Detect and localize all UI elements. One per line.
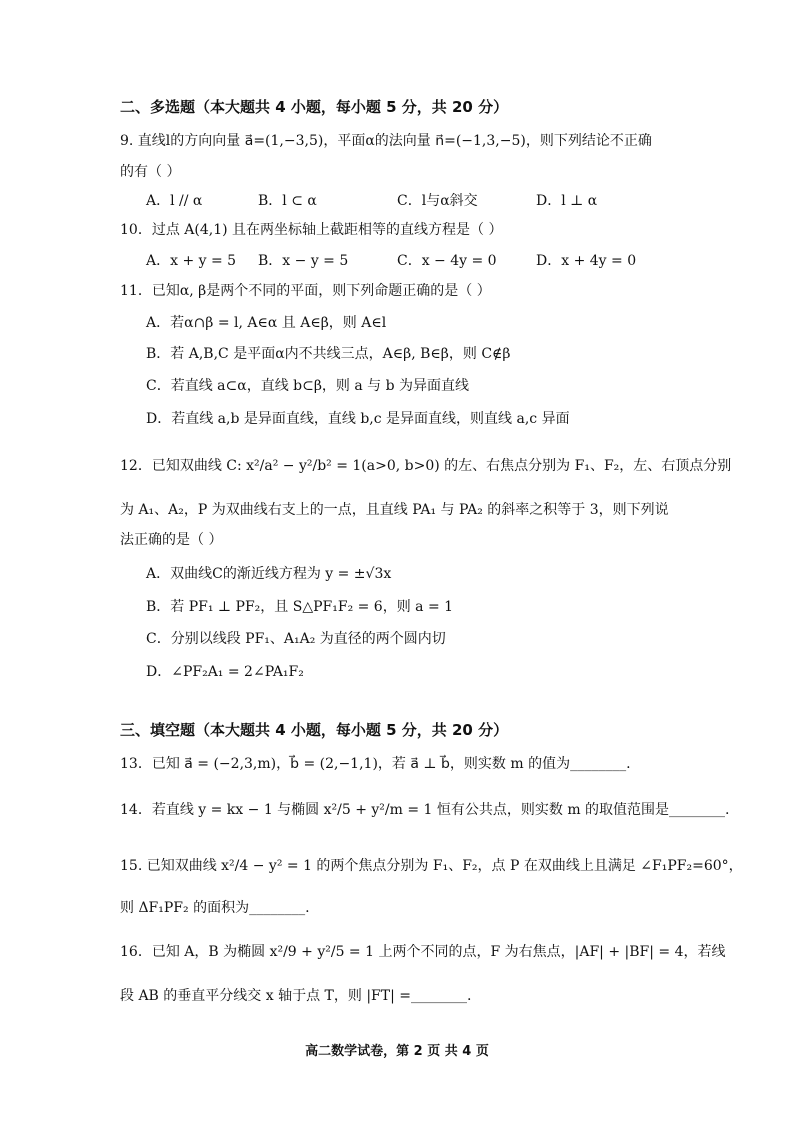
question-15-line-2: 则 ΔF₁PF₂ 的面积为________. [120,900,310,916]
question-9-line-2: 的有（ ） [120,164,181,180]
question-12-line-2: 为 A₁、A₂，P 为双曲线右支上的一点，且直线 PA₁ 与 PA₂ 的斜率之积等于 3，则下列说 [120,502,669,518]
question-16-line-2: 段 AB 的垂直平分线交 x 轴于点 T，则 |FT| =________. [120,988,472,1004]
question-11-option-b: B．若 A,B,C 是平面α内不共线三点，A∈β, B∈β，则 C∉β [146,346,511,362]
question-10-stem: 10．过点 A(4,1) 且在两坐标轴上截距相等的直线方程是（ ） [120,222,503,238]
page-footer: 高二数学试卷，第 2 页 共 4 页 [305,1044,489,1059]
question-12-option-d: D．∠PF₂A₁ = 2∠PA₁F₂ [146,664,304,680]
section-3-title: 三、填空题（本大题共 4 小题，每小题 5 分，共 20 分） [120,721,509,739]
question-10-option-b: B．x − y = 5 [258,253,349,269]
question-10-option-c: C．x − 4y = 0 [397,253,497,269]
question-9-option-d: D．l ⊥ α [536,193,598,209]
question-9-line-1: 9. 直线l的方向向量 a⃗=(1,−3,5)，平面α的法向量 n⃗=(−1,3,−5)，则下列结论不正确 [120,133,652,149]
question-9-option-b: B．l ⊂ α [258,193,317,209]
question-10-option-d: D．x + 4y = 0 [536,253,637,269]
question-12-option-c: C．分别以线段 PF₁、A₁A₂ 为直径的两个圆内切 [146,631,446,647]
question-12-line-1: 12．已知双曲线 C: x²/a² − y²/b² = 1(a>0, b>0) 的左、右焦点分别为 F₁、F₂，左、右顶点分别 [120,458,732,474]
question-9-option-c: C．l与α斜交 [397,193,478,209]
question-10-option-a: A．x + y = 5 [146,253,237,269]
question-14: 14．若直线 y = kx − 1 与椭圆 x²/5 + y²/m = 1 恒有公共点，则实数 m 的取值范围是________. [120,802,730,818]
question-11-option-a: A．若α∩β = l, A∈α 且 A∈β，则 A∈l [146,315,387,331]
question-11-option-c: C．若直线 a⊂α，直线 b⊂β，则 a 与 b 为异面直线 [146,378,470,394]
question-11-stem: 11．已知α, β是两个不同的平面，则下列命题正确的是（ ） [120,283,491,299]
question-15-line-1: 15. 已知双曲线 x²/4 − y² = 1 的两个焦点分别为 F₁、F₂，点 P 在双曲线上且满足 ∠F₁PF₂=60°， [120,858,743,874]
question-12-line-3: 法正确的是（ ） [120,532,223,548]
question-11-option-d: D．若直线 a,b 是异面直线，直线 b,c 是异面直线，则直线 a,c 异面 [146,411,570,427]
question-9-option-a: A．l // α [146,193,203,209]
question-13: 13．已知 a⃗ = (−2,3,m)，b⃗ = (2,−1,1)，若 a⃗ ⊥ b⃗，则实数 m 的值为________. [120,756,631,772]
question-12-option-a: A．双曲线C的渐近线方程为 y = ±√3x [146,566,392,582]
question-12-option-b: B．若 PF₁ ⊥ PF₂，且 S△PF₁F₂ = 6，则 a = 1 [146,599,454,615]
question-16-line-1: 16．已知 A，B 为椭圆 x²/9 + y²/5 = 1 上两个不同的点，F 为右焦点，|AF| + |BF| = 4，若线 [120,944,726,960]
section-2-title: 二、多选题（本大题共 4 小题，每小题 5 分，共 20 分） [120,98,509,116]
